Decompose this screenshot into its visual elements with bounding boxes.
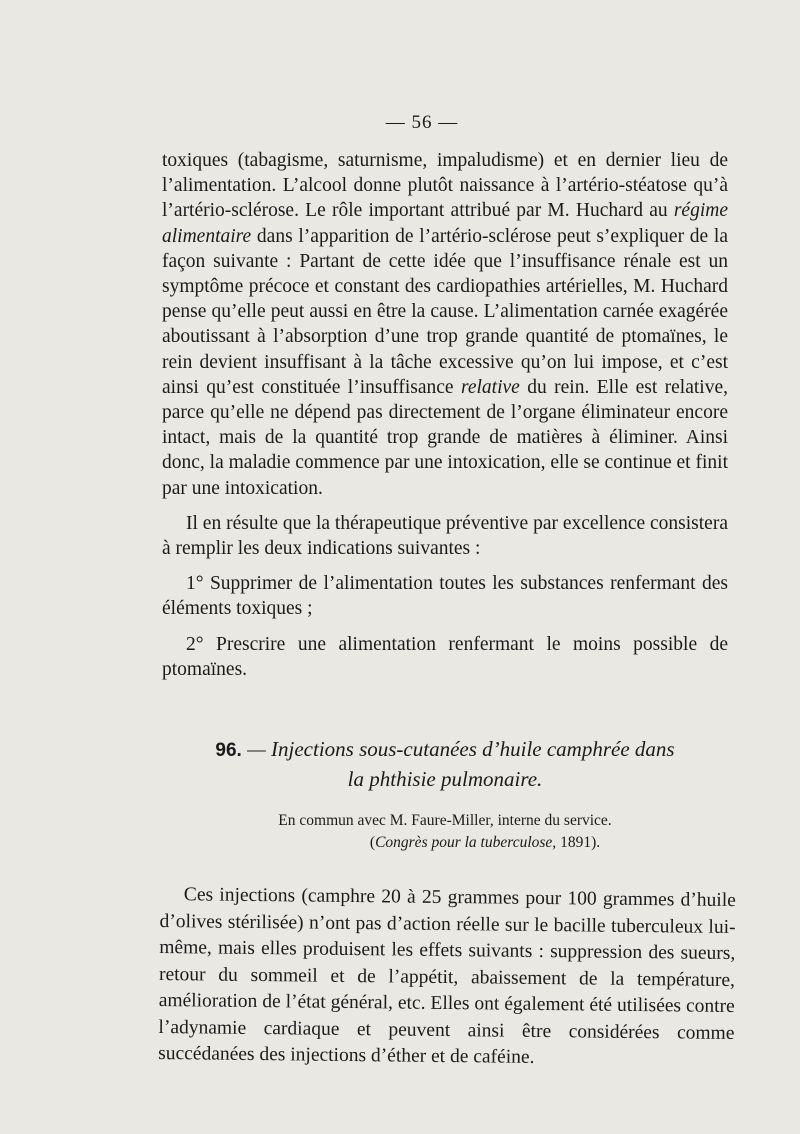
paragraph-text: du rein. Elle est relative, parce qu’elle ne dépend pas directement de l’organe éliminateur encore intact, mais de la quantité trop grande de matières à éliminer. Ainsi donc, la maladie commence par une intoxication, elle se continue et finit par une intoxication.: [162, 376, 728, 499]
section-number: 96.: [215, 740, 242, 761]
paragraph-indication-1: 1° Supprimer de l’alimentation toutes les substances renfermant des éléments toxiques ;: [162, 573, 728, 620]
venue-name: Congrès pour la tuberculose,: [375, 834, 557, 851]
page-number: — 56 —: [385, 112, 459, 133]
venue-year: 1891).: [556, 834, 601, 851]
section-heading: [162, 735, 728, 794]
paragraph-indication-2: 2° Prescrire une alimentation renfermant le moins possible de ptomaïnes.: [162, 633, 728, 680]
byline: [162, 810, 728, 854]
paragraph-therapeutique: Il en résulte que la thérapeutique préventive par excellence consistera à remplir les deux indications suivantes :: [162, 512, 728, 560]
paragraph-text: dans l’apparition de l’artério-sclérose peut s’expliquer de la façon suivante : Partant de cette idée que l’insuffisance rénale est un symptôme précoce et constant des cardiopathies artérielles, M. Huchard pense qu’elle peut aussi en être la cause. L’alimentation carnée exagérée aboutissant à l’absorption d’une trop grande quantité de ptomaïnes, le rein devient insuffisant à la tâche excessive qu’on lui impose, et c’est ainsi qu’est constituée l’insuffisance: [162, 225, 728, 398]
emphasis-relative: relative: [460, 376, 520, 398]
lower-text-block: [158, 882, 736, 1074]
paragraph-alimentation: [162, 148, 728, 501]
venue-open: (: [369, 834, 376, 851]
emphasis-regime: régime alimentaire: [162, 200, 728, 247]
heading-dash: —: [247, 737, 266, 761]
paragraph-text: toxiques (tabagisme, saturnisme, impaludisme) et en dernier lieu de l’alimentation. L’alcool donne plutôt naissance à l’artério-stéatose qu’à l’artério-sclérose. Le rôle important attribué par M. Huchard au: [162, 150, 728, 222]
byline-authors: En commun avec M. Faure-Miller, interne du service.: [278, 812, 612, 829]
heading-line-1: [162, 735, 728, 765]
upper-text-block: [162, 148, 728, 682]
paragraph-injections: Ces injections (camphre 20 à 25 grammes pour 100 grammes d’huile d’olives stérilisée) n’ont pas d’action réelle sur le bacille tuberculeux lui-même, mais elles produisent les effets suivants : suppression des sueurs, retour du sommeil et de l’appétit, abaissement de la température, amélioration de l’état général, etc. Elles ont également été utilisées contre l’adynamie cardiaque et peuvent ainsi être considérées comme succédanées des injections d’éther et de caféine.: [158, 884, 736, 1068]
section-title-line-1: Injections sous-cutanées d’huile camphrée dans: [271, 737, 675, 761]
section-title-line-2: la phthisie pulmonaire.: [347, 767, 543, 791]
byline-venue: [162, 832, 728, 854]
